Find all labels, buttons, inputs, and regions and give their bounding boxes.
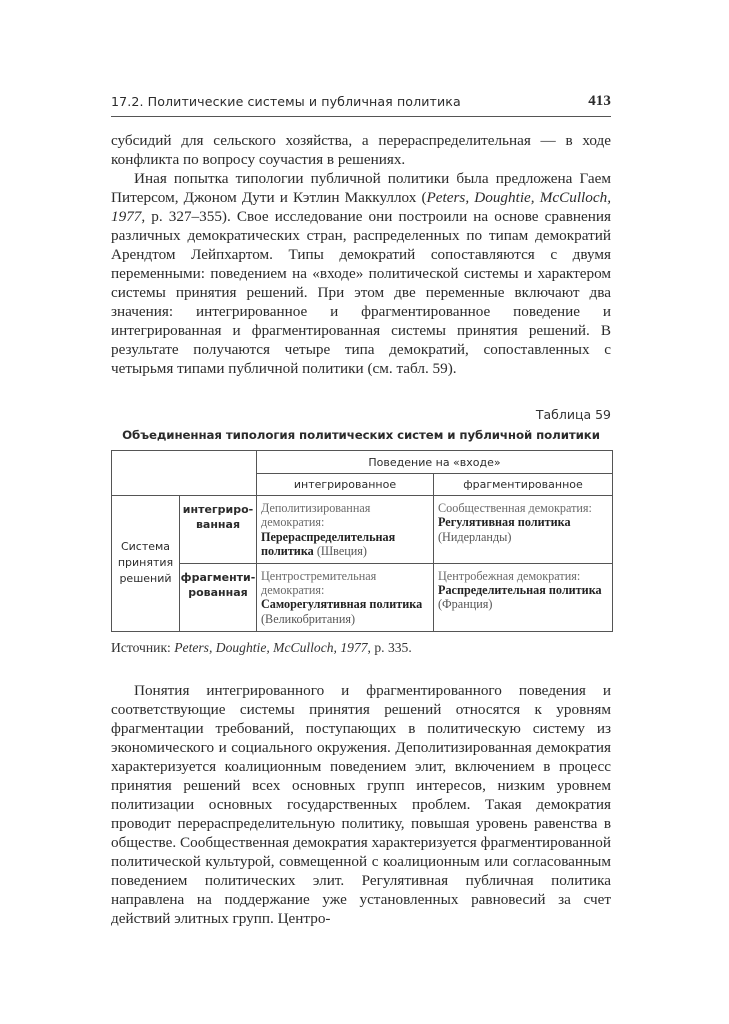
cell-centrifugal — [434, 563, 613, 631]
page-number: 413 — [588, 93, 611, 109]
body-top — [111, 131, 611, 378]
citation: Peters, Doughtie, McCulloch, 1977 — [111, 189, 611, 225]
table-title: Объединенная типология политических систем и публичной политики — [122, 428, 600, 442]
source-suffix: , p. 335. — [367, 640, 412, 655]
country: (Великобритания) — [261, 611, 356, 626]
table-label: Таблица 59 — [535, 407, 611, 422]
body-bottom — [111, 681, 611, 928]
country: (Нидерланды) — [438, 529, 512, 544]
democracy-type: Центростремительная демократия: — [261, 568, 377, 598]
paragraph-2-text-b: , p. 327–355). Свое исследование они построили на основе сравнения различных демократических стран, распределенных по типам демократий Арендтом Лейпхартом. Типы демократий сопоставляются с двумя переменными: поведением на «входе» политической системы и характером системы принятия решений. При этом две переменные включают два значения: интегрированное и фрагментированное поведение и интегрированная и фрагментированная системы принятия решений. В результате получаются четыре типа демократий, сопоставленных с четырьмя типами публичной политики (см. табл. 59). — [111, 208, 611, 377]
cell-consociational — [434, 496, 613, 564]
col-header-integrated: интегрированное — [257, 474, 434, 496]
cell-depoliticized — [257, 496, 434, 564]
policy-type: Саморегулятивная политика — [261, 597, 423, 612]
row-group-header-text: Система принятия решений — [117, 540, 174, 586]
policy-type: Регулятивная политика — [438, 515, 571, 530]
paragraph-3: Понятия интегрированного и фрагментированного поведения и соответствующие системы принятия решений относятся к уровням фрагментации требований, поступающих в политическую систему из экономического и социального окружения. Деполитизированная демократия характеризуется коалиционным поведением элит, включением в процесс принятия решений всех основных групп интересов, низким уровнем политизации основных государственных проблем. Такая демократия проводит перераспределительную политику, повышая уровень равенства в обществе. Сообщественная демократия характеризуется фрагментированной политической культурой, совмещенной с коалиционным или согласованным поведением политических элит. Регулятивная публичная политика направлена на поддержание уже установленных равновесий за счет действий элитных групп. Центро- — [111, 682, 611, 927]
table-corner-cell — [112, 451, 257, 496]
cell-centripetal — [257, 563, 434, 631]
policy-type: Перераспределительная политика — [261, 529, 396, 559]
country: (Швеция) — [316, 544, 367, 559]
table-source — [111, 640, 412, 656]
paragraph-2-text-a: Иная попытка типологии публичной политики была предложена Гаем Питерсом, Джоном Дути и Кэтлин Маккуллох ( — [111, 170, 611, 206]
running-head-title: 17.2. Политические системы и публичная политика — [111, 94, 461, 109]
row-header-integrated: интегриро-ванная — [180, 496, 257, 564]
col-header-fragmented: фрагментированное — [434, 474, 613, 496]
source-prefix: Источник: — [111, 640, 175, 655]
running-head — [111, 94, 611, 114]
democracy-type: Сообщественная демократия: — [438, 501, 592, 515]
typology-table — [111, 450, 613, 632]
country: (Франция) — [438, 597, 493, 612]
header-rule — [111, 116, 611, 117]
policy-type: Распределительная политика — [438, 583, 602, 598]
paragraph-2 — [111, 169, 611, 378]
source-citation: Peters, Doughtie, McCulloch, 1977 — [174, 640, 368, 655]
col-group-header: Поведение на «входе» — [257, 451, 613, 474]
democracy-type: Деполитизированная демократия: — [261, 501, 371, 530]
paragraph-1: субсидий для сельского хозяйства, а перераспределительная — в ходе конфликта по вопросу соучастия в решениях. — [111, 132, 611, 168]
row-group-header — [112, 496, 180, 632]
row-header-fragmented: фрагменти-рованная — [180, 563, 257, 631]
democracy-type: Центробежная демократия: — [438, 568, 581, 583]
